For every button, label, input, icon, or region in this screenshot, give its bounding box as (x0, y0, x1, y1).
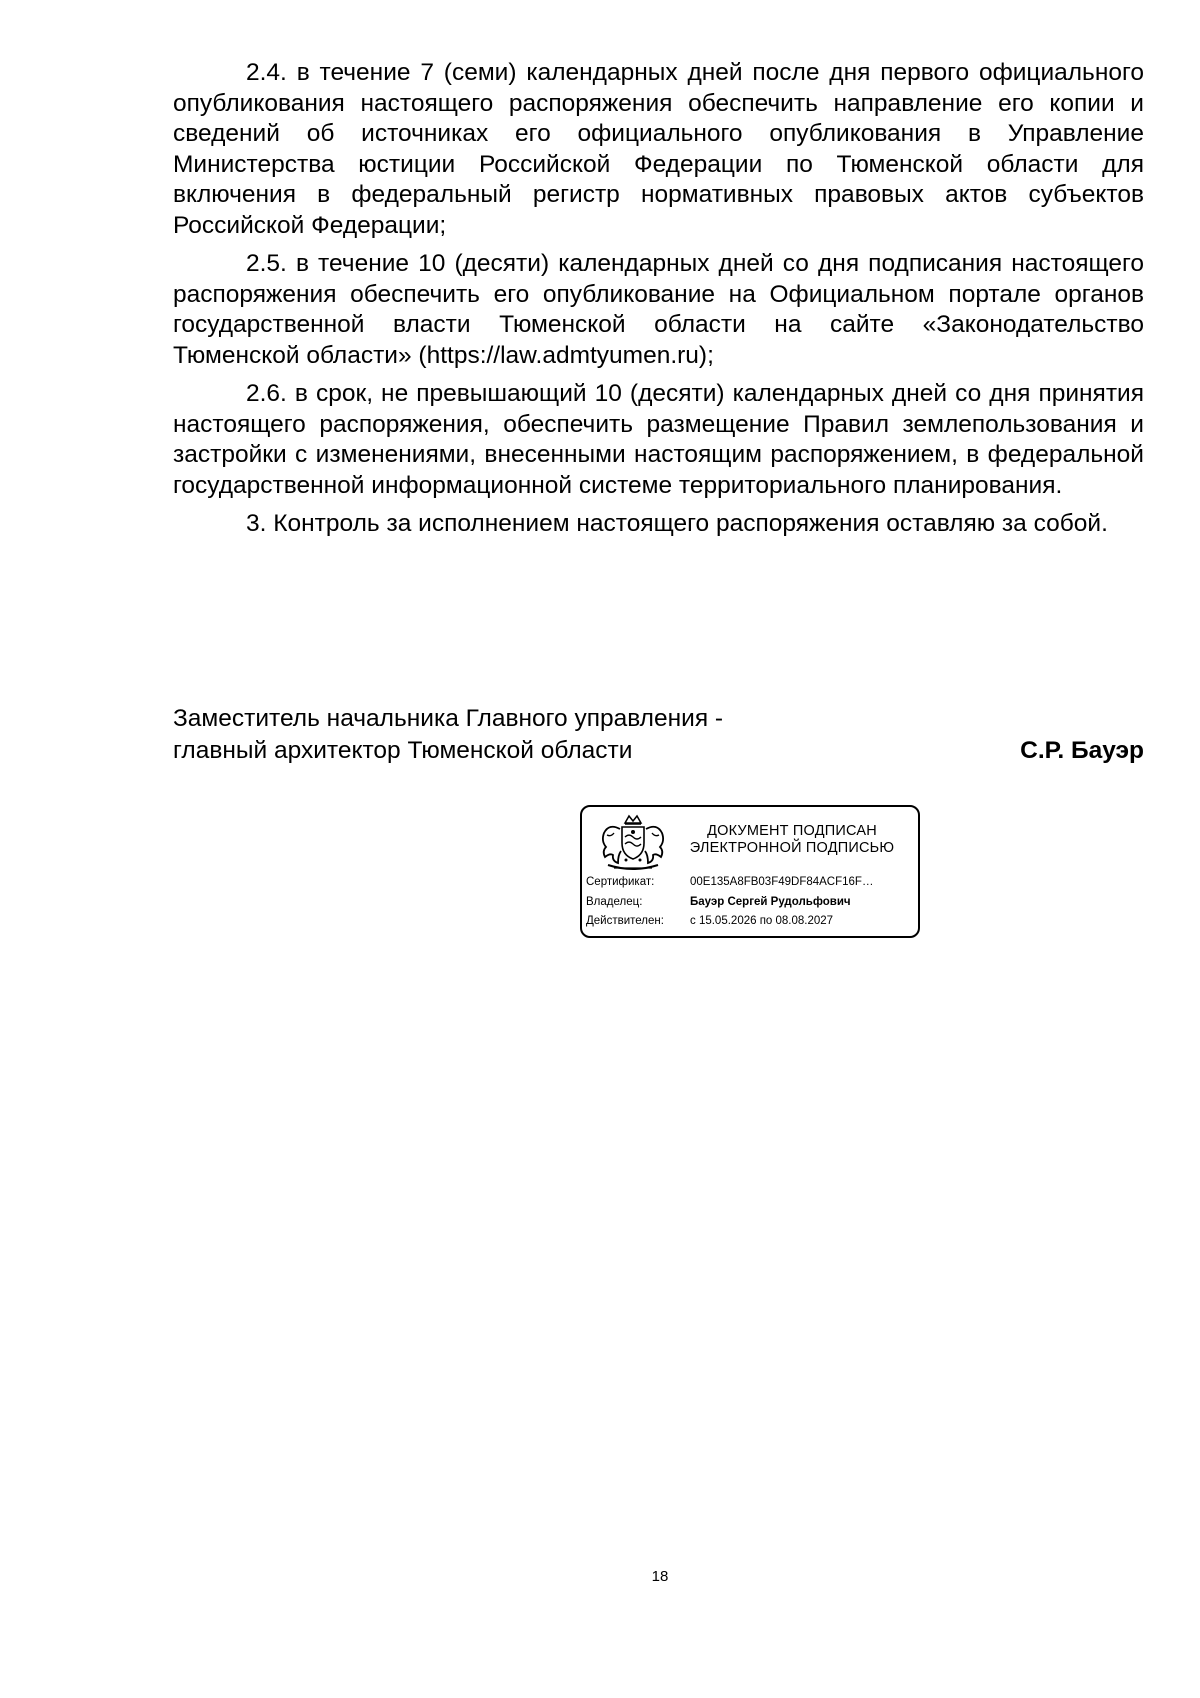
document-body (173, 58, 1144, 548)
page-number: 18 (651, 1568, 669, 1585)
paragraph-2-4: 2.4. в течение 7 (семи) календарных дней после дня первого официального опубликования настоящего распоряжения обеспечить направление его копии и сведений об источниках его официального опубликования в Управление Министерства юстиции Российской Федерации по Тюменской области для включения в федеральный регистр нормативных правовых актов субъектов Российской Федерации; (173, 59, 1144, 239)
stamp-title-line2: ЭЛЕКТРОННОЙ ПОДПИСЬЮ (689, 840, 895, 856)
electronic-signature-stamp (580, 805, 920, 938)
paragraph-3: 3. Контроль за исполнением настоящего распоряжения оставляю за собой. (246, 510, 1108, 537)
coat-of-arms-icon (594, 813, 672, 875)
certificate-label: Сертификат: (586, 876, 655, 888)
paragraph-2-5: 2.5. в течение 10 (десяти) календарных дней со дня подписания настоящего распоряжения обеспечить его опубликование на Официальном портале органов государственной власти Тюменской области на сайте «Законодательство Тюменской области» (https://law.admtyumen.ru); (173, 250, 1144, 369)
validity-label: Действителен: (586, 915, 664, 927)
stamp-title-line1: ДОКУМЕНТ ПОДПИСАН (707, 823, 877, 839)
certificate-value: 00E135A8FB03F49DF84ACF16F… (690, 876, 874, 888)
signer-position-line2: главный архитектор Тюменской области (173, 737, 633, 764)
validity-value: с 15.05.2026 по 08.08.2027 (690, 915, 834, 927)
owner-value: Бауэр Сергей Рудольфович (690, 896, 851, 908)
stamp-validity-row (586, 914, 833, 928)
paragraph-2-6: 2.6. в срок, не превышающий 10 (десяти) календарных дней со дня принятия настоящего распоряжения, обеспечить размещение Правил землепользования и застройки с изменениями, внесенными настоящим распоряжением, в федеральной государственной информационной системе территориального планирования. (173, 380, 1144, 499)
stamp-title (672, 823, 912, 857)
signer-position-line1: Заместитель начальника Главного управления - (173, 705, 724, 732)
owner-label: Владелец: (586, 896, 643, 908)
stamp-owner-row (586, 895, 851, 909)
stamp-certificate-row (586, 875, 873, 889)
signer-name: С.Р. Бауэр (1020, 737, 1144, 764)
signature-block (173, 703, 1144, 767)
